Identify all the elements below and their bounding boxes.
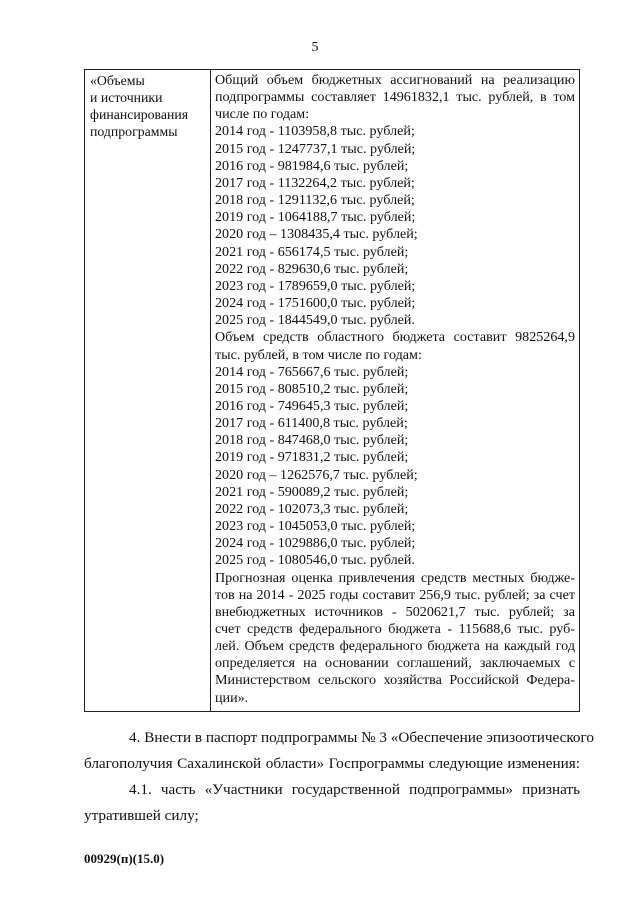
total-year-line: 2017 год - 1132264,2 тыс. рублей; xyxy=(215,174,415,191)
table-label-cell xyxy=(85,70,211,712)
total-year-line: 2018 год - 1291132,6 тыс. рублей; xyxy=(215,192,415,209)
forecast-line: Прогнозная оценка привлечения средств местных бюдже- xyxy=(215,569,575,586)
label-line: подпрограммы xyxy=(90,124,178,140)
regional-intro-line: Объем средств областного бюджета составит 9825264,9 xyxy=(215,329,575,346)
total-intro-line: числе по годам: xyxy=(215,106,310,123)
regional-year-line: 2014 год - 765667,6 тыс. рублей; xyxy=(215,363,409,380)
forecast-line: определяется на основании соглашений, заключаемых с xyxy=(215,655,575,672)
paragraph-line: благополучия Сахалинской области» Госпрограммы следующие изменения: xyxy=(84,755,580,772)
label-line: «Объемы xyxy=(90,73,145,88)
financing-table xyxy=(84,69,580,712)
label-line: финансирования xyxy=(90,107,189,123)
total-year-line: 2024 год - 1751600,0 тыс. рублей; xyxy=(215,295,416,312)
forecast-line: лей. Объем средств федерального бюджета на каждый год xyxy=(215,638,575,655)
forecast-line: ции». xyxy=(215,689,249,706)
document-code: 00929(п)(15.0) xyxy=(84,851,165,866)
table-content-cell xyxy=(211,70,580,712)
total-year-line: 2014 год - 1103958,8 тыс. рублей; xyxy=(215,123,415,140)
total-year-line: 2023 год - 1789659,0 тыс. рублей; xyxy=(215,277,416,294)
paragraph-4-1 xyxy=(84,777,580,829)
total-year-line: 2022 год - 829630,6 тыс. рублей; xyxy=(215,260,409,277)
total-intro-line: подпрограммы составляет 14961832,1 тыс. рублей, в том xyxy=(215,89,575,106)
regional-year-line: 2016 год - 749645,3 тыс. рублей; xyxy=(215,397,409,414)
regional-year-line: 2017 год - 611400,8 тыс. рублей; xyxy=(215,415,408,432)
forecast-line: тов на 2014 - 2025 годы составит 256,9 тыс. рублей; за счет xyxy=(215,586,575,603)
paragraph-line: 4. Внести в паспорт подпрограммы № 3 «Обеспечение эпизоотического xyxy=(129,729,594,746)
regional-year-line: 2023 год - 1045053,0 тыс. рублей; xyxy=(215,518,416,535)
total-year-line: 2025 год - 1844549,0 тыс. рублей. xyxy=(215,312,415,329)
regional-year-line: 2019 год - 971831,2 тыс. рублей; xyxy=(215,449,409,466)
total-year-line: 2016 год - 981984,6 тыс. рублей; xyxy=(215,157,409,174)
regional-year-line: 2018 год - 847468,0 тыс. рублей; xyxy=(215,432,409,449)
total-year-line: 2020 год – 1308435,4 тыс. рублей; xyxy=(215,226,418,243)
forecast-line: внебюджетных источников - 5020621,7 тыс. рублей; за xyxy=(215,603,575,620)
paragraph-line: утратившей силу; xyxy=(84,807,199,824)
regional-year-line: 2022 год - 102073,3 тыс. рублей; xyxy=(215,500,409,517)
regional-year-line: 2020 год – 1262576,7 тыс. рублей; xyxy=(215,466,418,483)
total-year-line: 2015 год - 1247737,1 тыс. рублей; xyxy=(215,140,416,157)
forecast-line: Министерством сельского хозяйства Российской Федера- xyxy=(215,672,575,689)
label-line: и источники xyxy=(90,90,163,106)
paragraph-4 xyxy=(84,725,594,777)
total-year-line: 2019 год - 1064188,7 тыс. рублей; xyxy=(215,209,416,226)
regional-year-line: 2024 год - 1029886,0 тыс. рублей; xyxy=(215,535,416,552)
regional-year-line: 2025 год - 1080546,0 тыс. рублей. xyxy=(215,552,415,569)
paragraph-line: 4.1. часть «Участники государственной подпрограммы» признать xyxy=(129,781,580,798)
page-number: 5 xyxy=(311,40,319,55)
regional-year-line: 2015 год - 808510,2 тыс. рублей; xyxy=(215,380,409,397)
regional-year-line: 2021 год - 590089,2 тыс. рублей; xyxy=(215,483,409,500)
forecast-line: счет средств федерального бюджета - 115688,6 тыс. руб- xyxy=(215,621,575,637)
total-intro-line: Общий объем бюджетных ассигнований на реализацию xyxy=(215,72,575,88)
total-year-line: 2021 год - 656174,5 тыс. рублей; xyxy=(215,243,409,260)
regional-intro-line: тыс. рублей, в том числе по годам: xyxy=(215,346,422,363)
